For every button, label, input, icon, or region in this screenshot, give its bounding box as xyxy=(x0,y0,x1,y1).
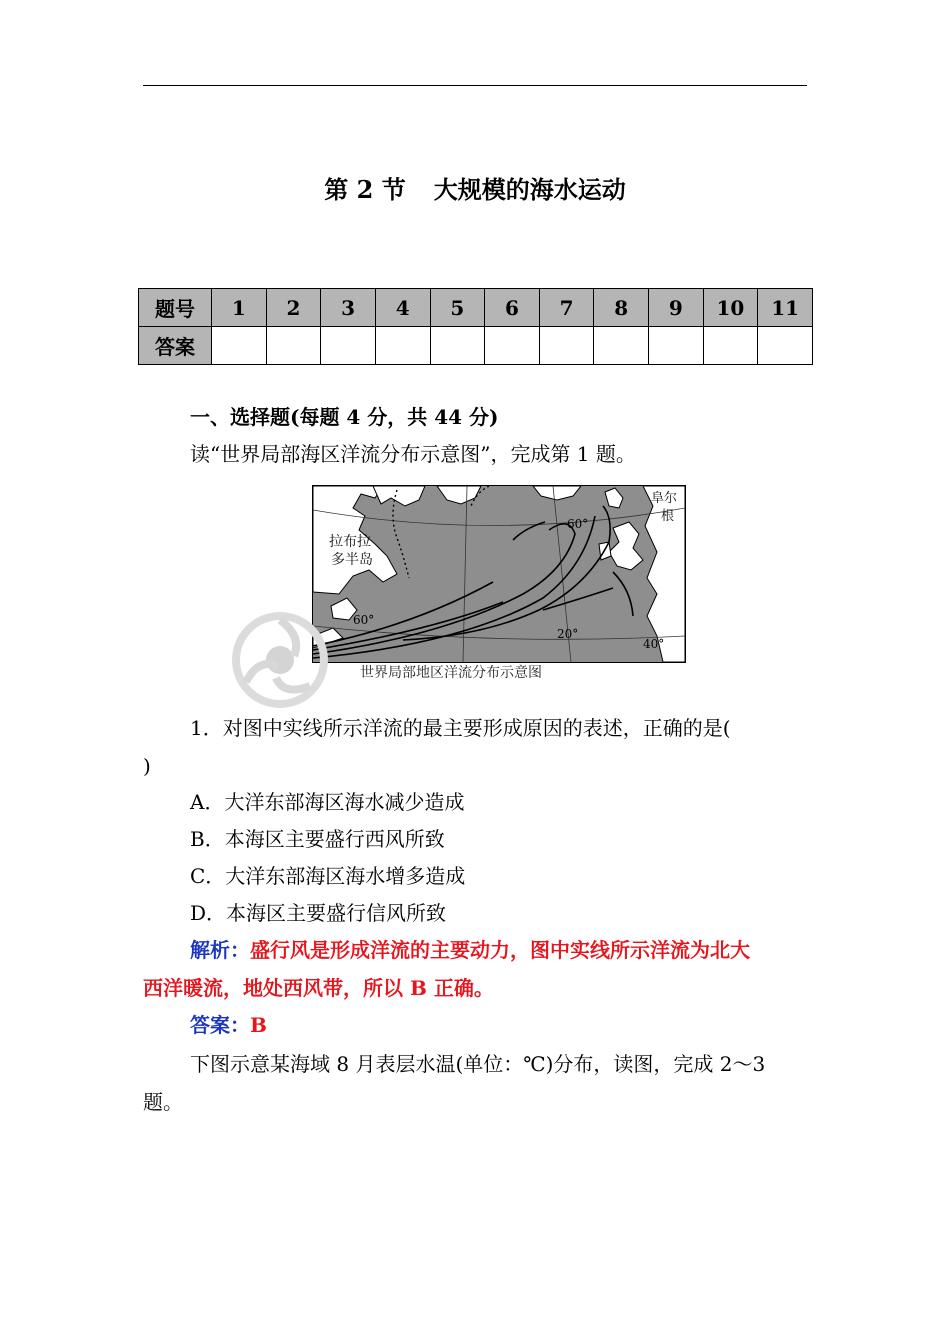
answer-table-answer-row xyxy=(139,327,813,365)
answer-cell[interactable] xyxy=(539,327,594,365)
header-rule xyxy=(143,85,807,86)
answer-cell[interactable] xyxy=(321,327,376,365)
answer-cell[interactable] xyxy=(212,327,267,365)
analysis-text-1: 盛行风是形成洋流的主要动力，图中实线所示洋流为北大 xyxy=(250,938,750,962)
question-number-cell: 5 xyxy=(430,289,485,327)
label-lat-40: 40° xyxy=(643,637,665,651)
answer-table-number-row xyxy=(139,289,813,327)
question-number-cell: 8 xyxy=(594,289,649,327)
answer-cell[interactable] xyxy=(703,327,758,365)
analysis-line-2: 西洋暖流，地处西风带，所以 B 正确。 xyxy=(143,976,494,1000)
question-number-cell: 9 xyxy=(649,289,704,327)
section-heading: 一、选择题(每题 4 分，共 44 分) xyxy=(190,405,499,429)
answer-value: B xyxy=(250,1013,267,1037)
analysis-label: 解析： xyxy=(190,938,250,962)
question-1-stem: 1．对图中实线所示洋流的最主要形成原因的表述，正确的是( xyxy=(190,716,731,740)
answer-cell[interactable] xyxy=(266,327,321,365)
question-number-cell: 4 xyxy=(375,289,430,327)
watermark-logo-icon xyxy=(232,612,328,708)
intro-text-2-end: 题。 xyxy=(143,1090,183,1114)
intro-text-2: 下图示意某海域 8 月表层水温(单位：℃)分布，读图，完成 2～3 xyxy=(190,1052,766,1076)
label-fuer-2: 根 xyxy=(661,509,675,524)
answer-line xyxy=(190,1011,267,1039)
section-name: 大规模的海水运动 xyxy=(433,175,626,204)
question-number-cell: 10 xyxy=(703,289,758,327)
option-b[interactable]: B．本海区主要盛行西风所致 xyxy=(190,827,445,851)
answer-cell[interactable] xyxy=(375,327,430,365)
question-number-cell: 3 xyxy=(321,289,376,327)
question-number-cell: 11 xyxy=(758,289,813,327)
figure-caption: 世界局部地区洋流分布示意图 xyxy=(360,665,542,681)
label-lat-60-left: 60° xyxy=(353,613,375,627)
answer-label: 答案： xyxy=(190,1013,250,1037)
label-labrador-2: 多半岛 xyxy=(331,552,373,568)
label-fuer-1: 阜尔 xyxy=(651,491,678,506)
answer-cell[interactable] xyxy=(758,327,813,365)
question-number-cell: 6 xyxy=(485,289,540,327)
answer-cell[interactable] xyxy=(485,327,540,365)
page-title xyxy=(0,170,950,205)
row-label-number: 题号 xyxy=(139,289,212,327)
answer-table xyxy=(138,288,813,365)
row-label-answer: 答案 xyxy=(139,327,212,365)
question-1-stem-end: ) xyxy=(143,754,151,778)
label-lat-60-right: 60° xyxy=(567,517,589,531)
question-number-cell: 1 xyxy=(212,289,267,327)
question-number-cell: 2 xyxy=(266,289,321,327)
question-number-cell: 7 xyxy=(539,289,594,327)
option-d[interactable]: D．本海区主要盛行信风所致 xyxy=(190,901,447,925)
answer-cell[interactable] xyxy=(594,327,649,365)
option-a[interactable]: A．大洋东部海区海水减少造成 xyxy=(190,790,465,814)
ocean-current-map xyxy=(312,485,686,663)
map-graphic xyxy=(313,486,685,662)
answer-cell[interactable] xyxy=(430,327,485,365)
analysis-line-1 xyxy=(190,936,750,964)
intro-text-1: 读“世界局部海区洋流分布示意图”，完成第 1 题。 xyxy=(190,442,636,466)
answer-cell[interactable] xyxy=(649,327,704,365)
section-number: 第 2 节 xyxy=(324,175,406,204)
option-c[interactable]: C．大洋东部海区海水增多造成 xyxy=(190,864,466,888)
label-labrador-1: 拉布拉 xyxy=(329,534,371,550)
label-lon-20: 20° xyxy=(557,627,579,641)
